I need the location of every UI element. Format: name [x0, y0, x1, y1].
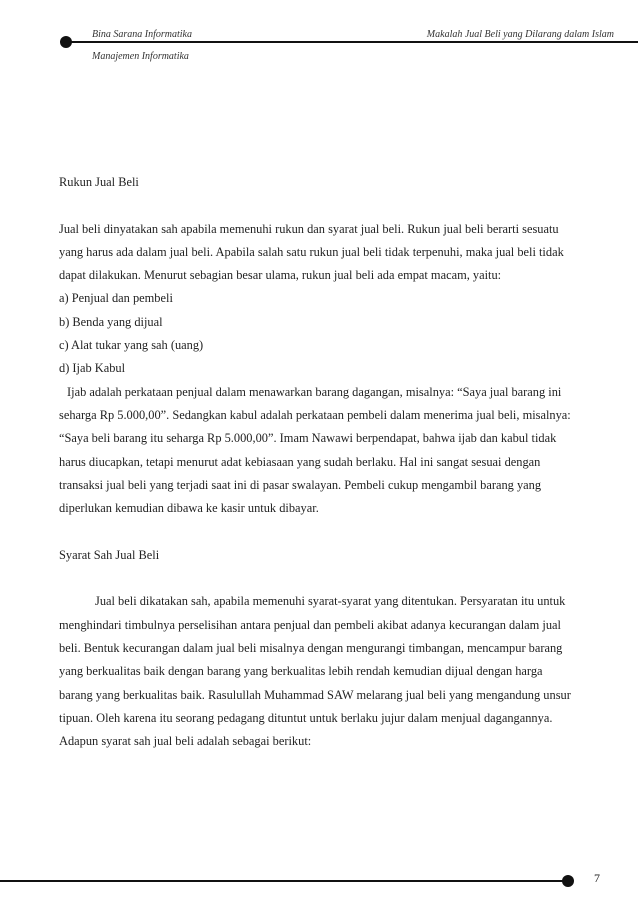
- header-institution: Bina Sarana Informatika: [92, 29, 192, 40]
- page-number: 7: [594, 871, 600, 885]
- header-rule: [66, 41, 638, 43]
- paragraph-line: transaksi jual beli yang terjadi saat ini di pasar swalayan. Pembeli cukup mengambil barang yang: [59, 477, 542, 492]
- paragraph-line: Jual beli dinyatakan sah apabila memenuhi rukun dan syarat jual beli. Rukun jual beli berarti sesuatu: [59, 221, 559, 236]
- footer-bullet-dot: [562, 875, 574, 887]
- list-item: a) Penjual dan pembeli: [59, 291, 173, 306]
- paragraph-line: yang berkualitas baik dengan barang yang berkualitas lebih rendah kemudian dijual dengan harga: [59, 664, 543, 679]
- list-item: c) Alat tukar yang sah (uang): [59, 338, 204, 353]
- paragraph-line: diperlukan kemudian dibawa ke kasir untuk dibayar.: [59, 501, 319, 516]
- page-content: [59, 171, 599, 753]
- paragraph-line: “Saya beli barang itu seharga Rp 5.000,00”. Imam Nawawi berpendapat, bahwa ijab dan kabul tidak: [59, 431, 557, 446]
- paragraph-line: beli. Bentuk kecurangan dalam jual beli misalnya dengan mengurangi timbangan, mencampur barang: [59, 640, 563, 655]
- paragraph-line: Ijab adalah perkataan penjual dalam menawarkan barang dagangan, misalnya: “Saya jual barang ini: [67, 384, 562, 399]
- header-program: Manajemen Informatika: [92, 51, 189, 62]
- paragraph-line: tipuan. Oleh karena itu seorang pedagang dituntut untuk berlaku jujur dalam menjual dagangannya.: [59, 710, 553, 725]
- paragraph-line: menghindari timbulnya perselisihan antara penjual dan pembeli akibat adanya kecurangan dalam jual: [59, 617, 561, 632]
- paragraph-line: yang harus ada dalam jual beli. Apabila salah satu rukun jual beli tidak terpenuhi, maka jual beli tidak: [59, 244, 564, 259]
- paragraph-line: harus diucapkan, tetapi menurut adat kebiasaan yang sudah berlaku. Hal ini sangat sesuai dengan: [59, 454, 541, 469]
- paragraph-line: barang yang berkualitas baik. Rasulullah Muhammad SAW melarang jual beli yang mengandung unsur: [59, 687, 571, 702]
- footer-rule: [0, 880, 572, 882]
- paragraph-line: seharga Rp 5.000,00”. Sedangkan kabul adalah perkataan pembeli dalam menerima jual beli, misalnya:: [59, 407, 571, 422]
- paragraph-line: Jual beli dikatakan sah, apabila memenuhi syarat-syarat yang ditentukan. Persyaratan itu untuk: [95, 594, 566, 609]
- paragraph-line: Adapun syarat sah jual beli adalah sebagai berikut:: [59, 734, 312, 749]
- list-item: d) Ijab Kabul: [59, 361, 126, 376]
- header-document-title: Makalah Jual Beli yang Dilarang dalam Islam: [426, 29, 614, 40]
- paragraph-line: dapat dilakukan. Menurut sebagian besar ulama, rukun jual beli ada empat macam, yaitu:: [59, 268, 502, 283]
- list-item: b) Benda yang dijual: [59, 314, 163, 329]
- section-heading-syarat: Syarat Sah Jual Beli: [59, 547, 160, 562]
- section-heading-rukun: Rukun Jual Beli: [59, 175, 139, 189]
